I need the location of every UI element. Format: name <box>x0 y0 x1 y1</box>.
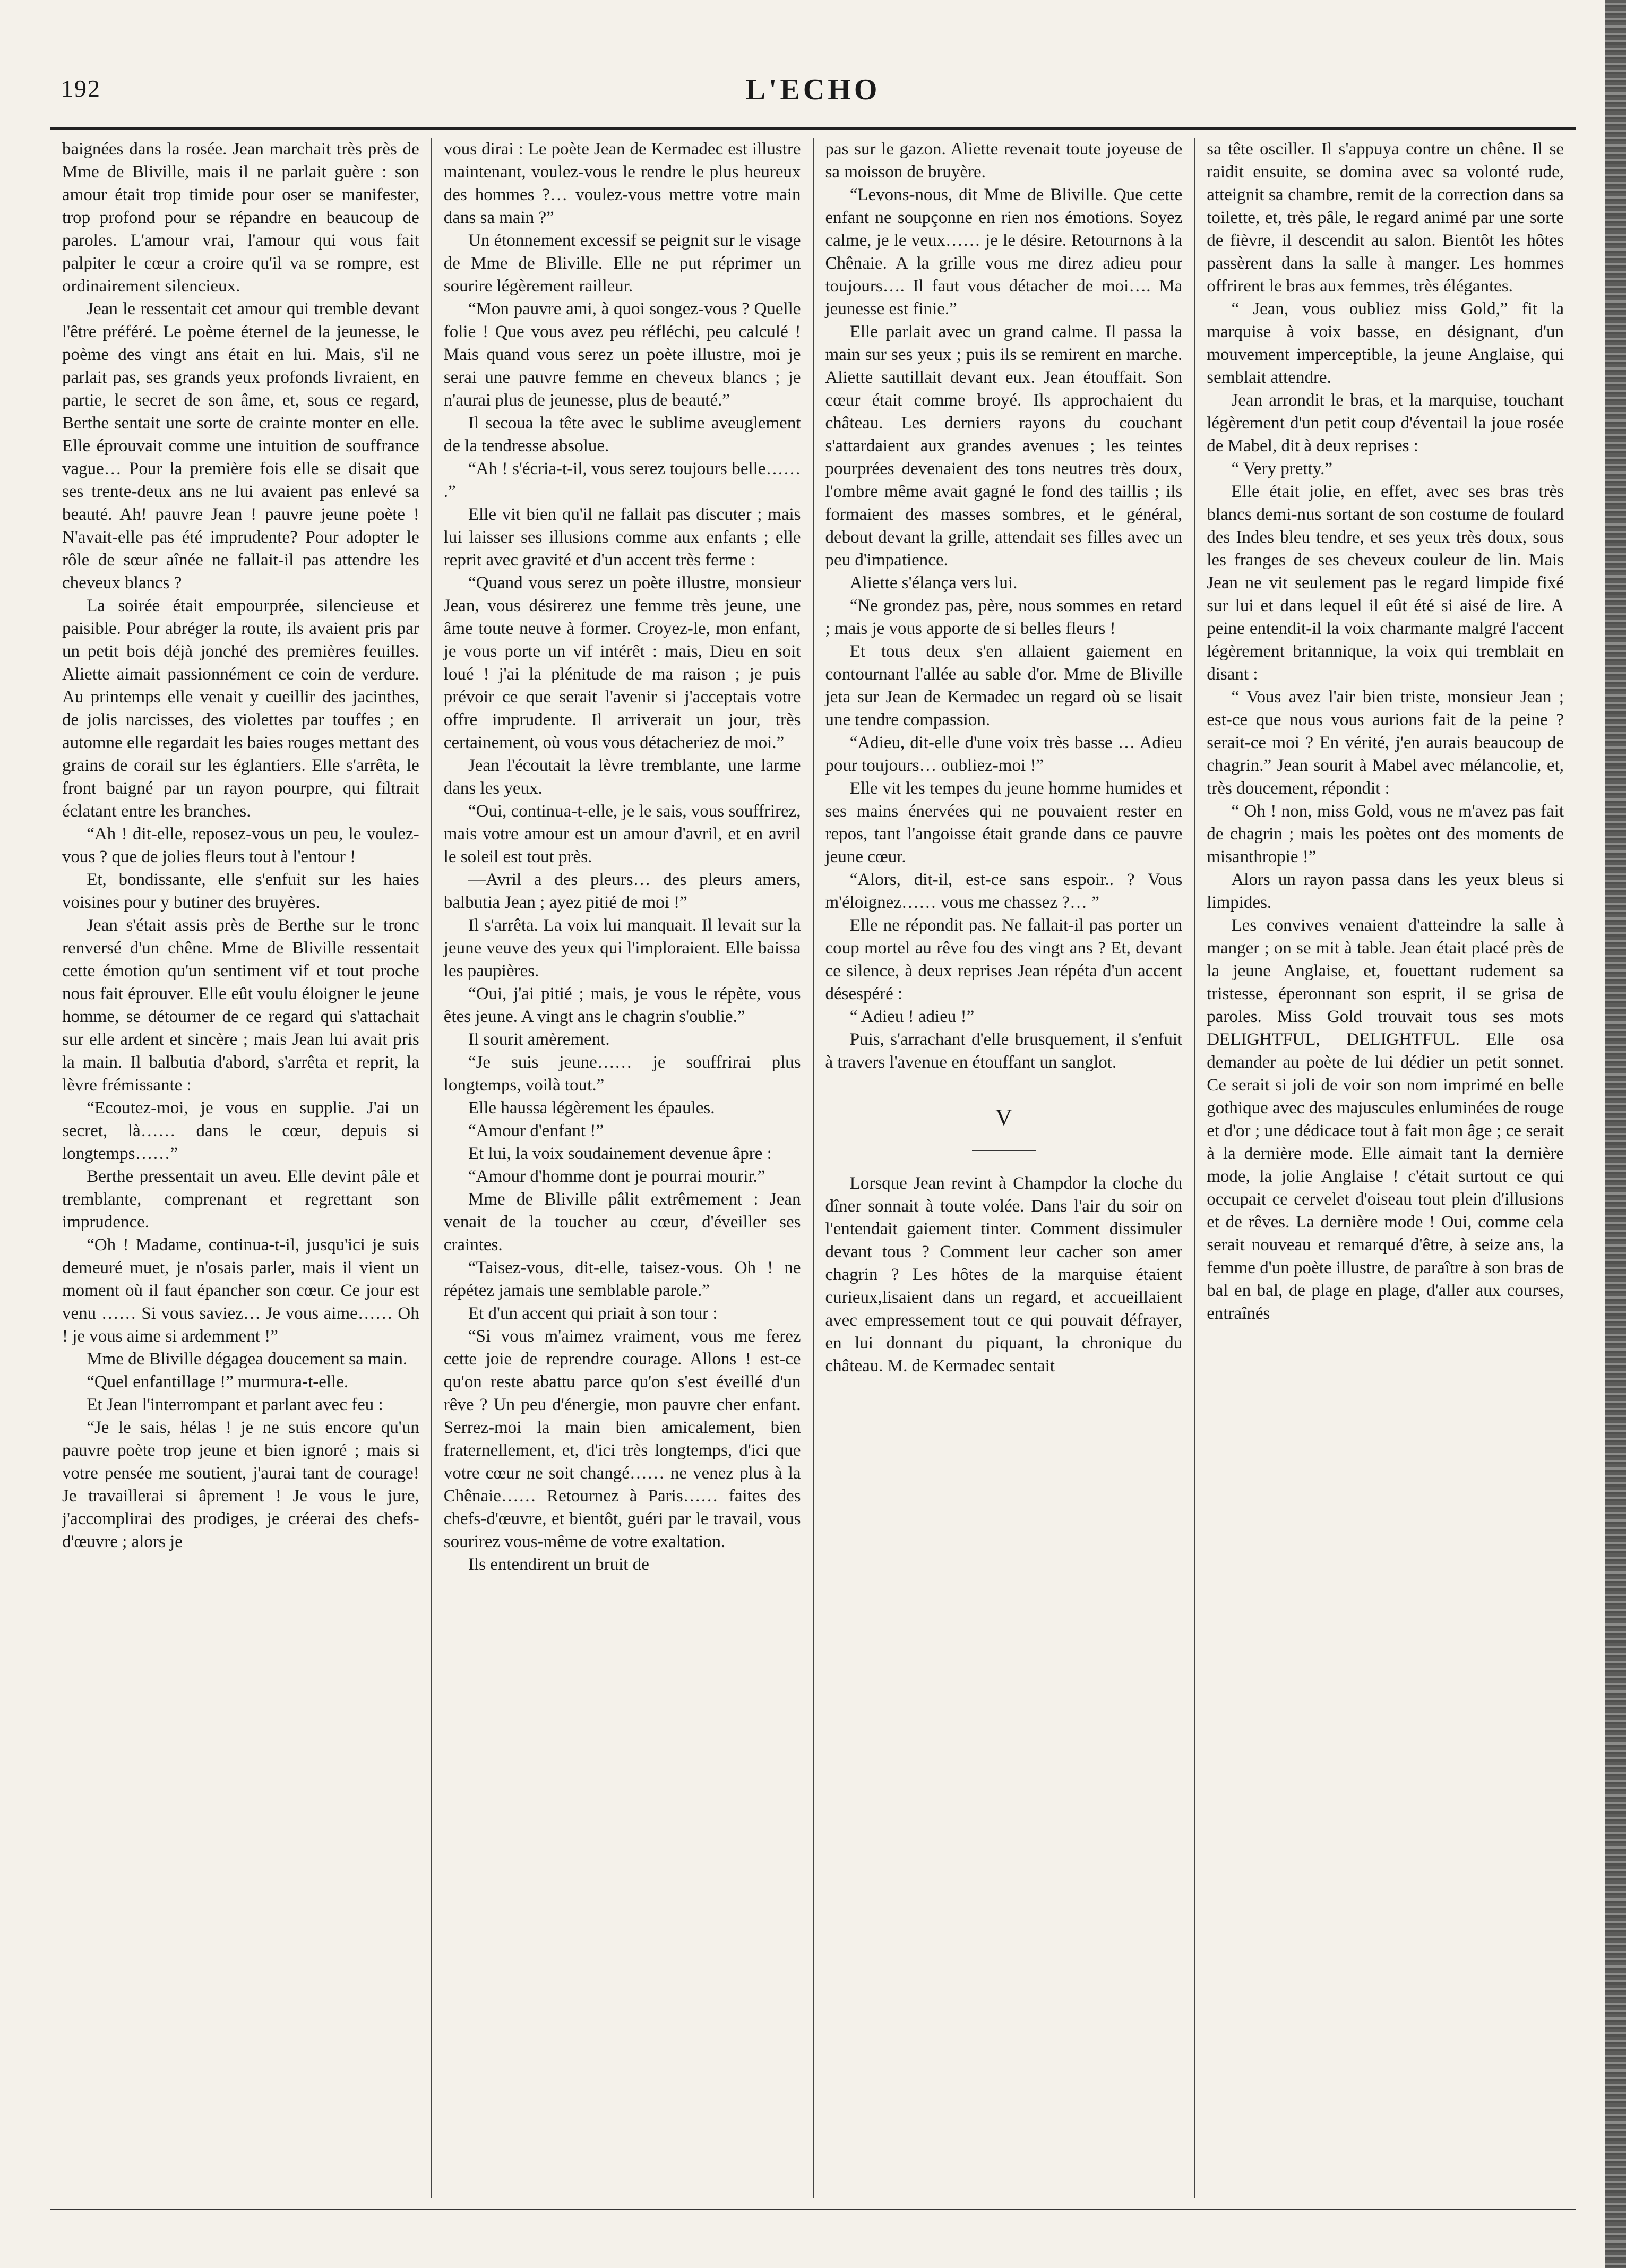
paragraph: Et d'un accent qui priait à son tour : <box>468 1304 718 1323</box>
journal-title: L'ECHO <box>745 73 881 106</box>
paragraph: Elle vit bien qu'il ne fallait pas discuter ; mais lui laisser ses illusions comme aux enfants ; elle reprit avec gravité et d'un accent très ferme : <box>443 505 801 570</box>
text-columns <box>50 138 1576 2198</box>
paragraph: “ Very pretty.” <box>1231 459 1333 478</box>
paragraph: Jean s'était assis près de Berthe sur le tronc renversé d'un chêne. Mme de Bliville ressentait cette émotion qu'un sentiment vif et tout proche nous fait éprouver. Elle eût voulu éloigner le jeune homme, se détourner de ce regard qui s'attachait sur elle ardent et sincère ; mais Jean lui avait pris la main. Il balbutia d'abord, s'arrêta et reprit, la lèvre frémissante : <box>62 916 419 1095</box>
paragraph: Jean arrondit le bras, et la marquise, touchant légèrement d'un petit coup d'éventail la joue rosée de Mabel, dit à deux reprises : <box>1207 391 1564 456</box>
chapter-number: V <box>995 1104 1012 1130</box>
column-4 <box>1194 138 1576 2198</box>
paragraph: Un étonnement excessif se peignit sur le visage de Mme de Bliville. Elle ne put réprimer un sourire légèrement railleur. <box>443 231 801 296</box>
paragraph: “ Jean, vous oubliez miss Gold,” fit la marquise à voix basse, en désignant, d'un mouvement imperceptible, la jeune Anglaise, qui semblait attendre. <box>1207 299 1564 387</box>
paragraph: Et tous deux s'en allaient gaiement en contournant l'allée au sable d'or. Mme de Bliville jeta sur Jean de Kermadec un regard où se lisait une tendre compassion. <box>825 642 1183 729</box>
paragraph: Et, bondissante, elle s'enfuit sur les haies voisines pour y butiner des bruyères. <box>62 870 419 912</box>
paragraph: “Ah ! s'écria-t-il, vous serez toujours belle…… .” <box>443 459 801 501</box>
paragraph: Lorsque Jean revint à Champdor la cloche du dîner sonnait à toute volée. Dans l'air du soir on l'entendait gaiement tinter. Comment dissimuler devant tous ? Comment leur cacher son amer chagrin ? Les hôtes de la marquise étaient curieux,lisaient dans un regard, et accueillaient avec empressement tout ce qui pouvait défrayer, en lui donnant du piquant, la chronique du château. M. de Kermadec sentait <box>825 1174 1183 1376</box>
column-3 <box>813 138 1194 2198</box>
paragraph: Il sourit amèrement. <box>468 1030 610 1049</box>
paragraph: Et Jean l'interrompant et parlant avec feu : <box>87 1395 383 1414</box>
paragraph: Les convives venaient d'atteindre la salle à manger ; on se mit à table. Jean était placé près de la jeune Anglaise, et, fouettant rudement sa tristesse, éperonnant son esprit, il se grisa de paroles. Miss Gold trouvait tous ses mots DELIGHTFUL, DELIGHTFUL. Elle osa demander au poète de lui dédier un petit sonnet. Ce serait si joli de voir son nom imprimé en belle gothique avec des majuscules enluminées de rouge et d'or ; une dédicace tout à fait mon âge ; ce serait à la dernière mode. Elle aimait tant la dernière mode, la jolie Anglaise ! c'était surtout ce qui occupait ce cervelet d'oiseau tout plein d'illusions et de rêves. La dernière mode ! Oui, comme cela serait nouveau et remarqué d'être, à seize ans, la femme d'un poète illustre, de paraître à son bras de bal en bal, de plage en plage, d'aller aux courses, entraînés <box>1207 916 1564 1323</box>
paragraph: —Avril a des pleurs… des pleurs amers, balbutia Jean ; ayez pitié de moi !” <box>443 870 801 912</box>
page-number: 192 <box>61 75 101 102</box>
paragraph: Alors un rayon passa dans les yeux bleus si limpides. <box>1207 870 1564 912</box>
paragraph: sa tête osciller. Il s'appuya contre un chêne. Il se raidit ensuite, se domina avec sa volonté rude, atteignit sa chambre, remit de la correction dans sa toilette, et, très pâle, le regard animé par une sorte de fièvre, il descendit au salon. Bientôt les hôtes passèrent dans la salle à manger. Les hommes offrirent le bras aux femmes, très élégantes. <box>1207 140 1564 296</box>
paragraph: vous dirai : Le poète Jean de Kermadec est illustre maintenant, voulez-vous le rendre le plus heureux des hommes ?… voulez-vous mettre votre main dans sa main ?” <box>443 140 801 227</box>
paragraph: Elle parlait avec un grand calme. Il passa la main sur ses yeux ; puis ils se remirent en marche. Aliette sautillait devant eux. Jean étouffait. Son cœur était comme broyé. Ils approchaient du château. Les derniers rayons du couchant s'attardaient aux grandes avenues ; les teintes pourprées devenaient des tons neutres très doux, l'ombre même avait gagné le fond des taillis ; ils formaient des masses sombres, et le général, debout devant la grille, attendait ses filles avec un peu d'impatience. <box>825 322 1183 570</box>
paragraph: “Mon pauvre ami, à quoi songez-vous ? Quelle folie ! Que vous avez peu réfléchi, peu calculé ! Mais quand vous serez un poète illustre, moi je serai une pauvre femme en cheveux blancs ; je n'aurai plus de jeunesse, plus de beauté.” <box>443 299 801 410</box>
paragraph: “ Vous avez l'air bien triste, monsieur Jean ; est-ce que nous vous aurions fait de la peine ? serait-ce moi ? En vérité, j'en aurais beaucoup de chagrin.” Jean sourit à Mabel avec mélancolie, et, très doucement, répondit : <box>1207 688 1564 798</box>
paragraph: Elle était jolie, en effet, avec ses bras très blancs demi-nus sortant de son costume de foulard des Indes bleu tendre, et ses yeux très doux, sous les franges de ses cheveux couleur de lin. Mais Jean ne vit seulement pas le regard limpide fixé sur lui et dans lequel il eût été si aisé de lire. A peine entendit-il la voix charmante malgré l'accent légèrement britannique, la voix qui tremblait en disant : <box>1207 482 1564 684</box>
page-edge-scan-border <box>1605 0 1626 2268</box>
paragraph: “Ah ! dit-elle, reposez-vous un peu, le voulez-vous ? que de jolies fleurs tout à l'entour ! <box>62 824 419 866</box>
paragraph: Aliette s'élança vers lui. <box>849 573 1018 592</box>
column-2 <box>431 138 813 2198</box>
paragraph: Elle haussa légèrement les épaules. <box>468 1098 715 1118</box>
paragraph: Puis, s'arrachant d'elle brusquement, il s'enfuit à travers l'avenue en étouffant un sanglot. <box>825 1030 1183 1072</box>
paragraph: “Amour d'enfant !” <box>468 1121 604 1140</box>
paragraph: “Je suis jeune…… je souffrirai plus longtemps, voilà tout.” <box>443 1053 801 1095</box>
paragraph: “ Oh ! non, miss Gold, vous ne m'avez pas fait de chagrin ; mais les poètes ont des moments de misanthropie !” <box>1207 802 1564 866</box>
page-header <box>50 50 1576 130</box>
paragraph: “Oh ! Madame, continua-t-il, jusqu'ici je suis demeuré muet, je n'osais parler, mais il vient un moment où il faut épancher son cœur. Ce jour est venu …… Si vous saviez… Je vous aime…… Oh ! je vous aime si ardemment !” <box>62 1235 419 1346</box>
paragraph: “Quand vous serez un poète illustre, monsieur Jean, vous désirerez une femme très jeune, une âme toute neuve à former. Croyez-le, mon enfant, je vous porte un vif intérêt : mais, Dieu en soit loué ! j'ai la plénitude de ma raison ; je puis prévoir ce que serait l'avenir si j'acceptais votre offre imprudente. Il arriverait un jour, très certainement, où vous vous détacheriez de moi.” <box>443 573 801 752</box>
chapter-heading <box>825 1106 1183 1151</box>
paragraph: baignées dans la rosée. Jean marchait très près de Mme de Bliville, mais il ne parlait guère : son amour était trop timide pour oser se manifester, trop profond pour se répandre en beaucoup de paroles. L'amour vrai, l'amour qui vous fait palpiter le cœur a croire qu'il va se rompre, est ordinairement silencieux. <box>62 140 419 296</box>
paragraph: “Levons-nous, dit Mme de Bliville. Que cette enfant ne soupçonne en rien nos émotions. Soyez calme, je le veux…… je le désire. Retournons à la Chênaie. A la grille vous me direz adieu pour toujours…. Il faut vous détacher de moi…. Ma jeunesse est finie.” <box>825 185 1183 319</box>
paragraph: “Je le sais, hélas ! je ne suis encore qu'un pauvre poète trop jeune et bien ignoré ; mais si votre pensée me soutient, j'aurai tant de courage! Je travaillerai si âprement ! Je vous le jure, j'accomplirai des prodiges, je créerai des chefs-d'œuvre ; alors je <box>62 1418 419 1551</box>
chapter-divider <box>972 1150 1036 1151</box>
paragraph: “Ecoutez-moi, je vous en supplie. J'ai un secret, là…… dans le cœur, depuis si longtemps……” <box>62 1098 419 1163</box>
paragraph: “Adieu, dit-elle d'une voix très basse … Adieu pour toujours… oubliez-moi !” <box>825 733 1183 775</box>
paragraph: Il secoua la tête avec le sublime aveuglement de la tendresse absolue. <box>443 414 801 456</box>
header-rule <box>50 127 1576 130</box>
paragraph: Il s'arrêta. La voix lui manquait. Il levait sur la jeune veuve des yeux qui l'imploraient. Elle baissa les paupières. <box>443 916 801 981</box>
paragraph: “Ne grondez pas, père, nous sommes en retard ; mais je vous apporte de si belles fleurs ! <box>825 596 1183 638</box>
footer-rule <box>50 2209 1576 2210</box>
paragraph: Et lui, la voix soudainement devenue âpre : <box>468 1144 772 1163</box>
paragraph: La soirée était empourprée, silencieuse et paisible. Pour abréger la route, ils avaient pris par un petit bois déjà jonché des premières feuilles. Aliette aimait passionnément ce coin de verdure. Au printemps elle venait y cueillir des jacinthes, de jolis narcisses, des violettes par touffes ; en automne elle regardait les baies rouges mettant des grains de corail sur les églantiers. Elle s'arrêta, le front baigné par un rayon pourpre, qui filtrait éclatant entre les branches. <box>62 596 419 821</box>
paragraph: Jean le ressentait cet amour qui tremble devant l'être préféré. Le poème éternel de la jeunesse, le poème des vingt ans était en lui. Mais, s'il ne parlait pas, ses grands yeux profonds livraient, en partie, le secret de son âme, et, sous ce regard, Berthe sentait une sorte de crainte monter en elle. Elle éprouvait comme une intuition de souffrance vague… Pour la première fois elle se disait que ses trente-deux ans ne lui avaient pas enlevé sa beauté. Ah! pauvre Jean ! pauvre jeune poète ! N'avait-elle pas été imprudente? Pour adopter le rôle de sœur aînée ne fallait-il pas attendre les cheveux blancs ? <box>62 299 419 592</box>
paragraph: Elle vit les tempes du jeune homme humides et ses mains énervées qui ne pouvaient rester en repos, tant l'angoisse était grande dans ce pauvre jeune cœur. <box>825 779 1183 866</box>
paragraph: pas sur le gazon. Aliette revenait toute joyeuse de sa moisson de bruyère. <box>825 140 1183 182</box>
paragraph: “Oui, j'ai pitié ; mais, je vous le répète, vous êtes jeune. A vingt ans le chagrin s'oublie.” <box>443 984 801 1026</box>
column-1 <box>50 138 431 2198</box>
paragraph: Ils entendirent un bruit de <box>468 1555 649 1574</box>
paragraph: “Oui, continua-t-elle, je le sais, vous souffrirez, mais votre amour est un amour d'avril, et en avril le soleil est tout près. <box>443 802 801 866</box>
paragraph: “Quel enfantillage !” murmura-t-elle. <box>87 1372 349 1391</box>
paragraph: Berthe pressentait un aveu. Elle devint pâle et tremblante, comprenant et regrettant son imprudence. <box>62 1167 419 1232</box>
paragraph: “Taisez-vous, dit-elle, taisez-vous. Oh ! ne répétez jamais une semblable parole.” <box>443 1258 801 1300</box>
paragraph: “Alors, dit-il, est-ce sans espoir.. ? Vous m'éloignez…… vous me chassez ?… ” <box>825 870 1183 912</box>
paragraph: Mme de Bliville pâlit extrêmement : Jean venait de la toucher au cœur, d'éveiller ses craintes. <box>443 1190 801 1255</box>
paragraph: Elle ne répondit pas. Ne fallait-il pas porter un coup mortel au rêve fou des vingt ans ? Et, devant ce silence, à deux reprises Jean répéta d'un accent désespéré : <box>825 916 1183 1003</box>
paragraph: “Amour d'homme dont je pourrai mourir.” <box>468 1167 765 1186</box>
paragraph: “ Adieu ! adieu !” <box>849 1007 975 1026</box>
paragraph: Jean l'écoutait la lèvre tremblante, une larme dans les yeux. <box>443 756 801 798</box>
paragraph: Mme de Bliville dégagea doucement sa main. <box>87 1350 408 1369</box>
paragraph: “Si vous m'aimez vraiment, vous me ferez cette joie de reprendre courage. Allons ! est-ce qu'on reste abattu parce qu'on s'est éveillé d'un rêve ? Un peu d'énergie, mon pauvre cher enfant. Serrez-moi la main bien amicalement, bien fraternellement, et, d'ici très longtemps, d'ici que votre cœur ne soit changé…… ne venez plus à la Chênaie…… Retournez à Paris…… faites des chefs-d'œuvre, et bientôt, guéri par le travail, vous sourirez vous-même de votre exaltation. <box>443 1327 801 1551</box>
